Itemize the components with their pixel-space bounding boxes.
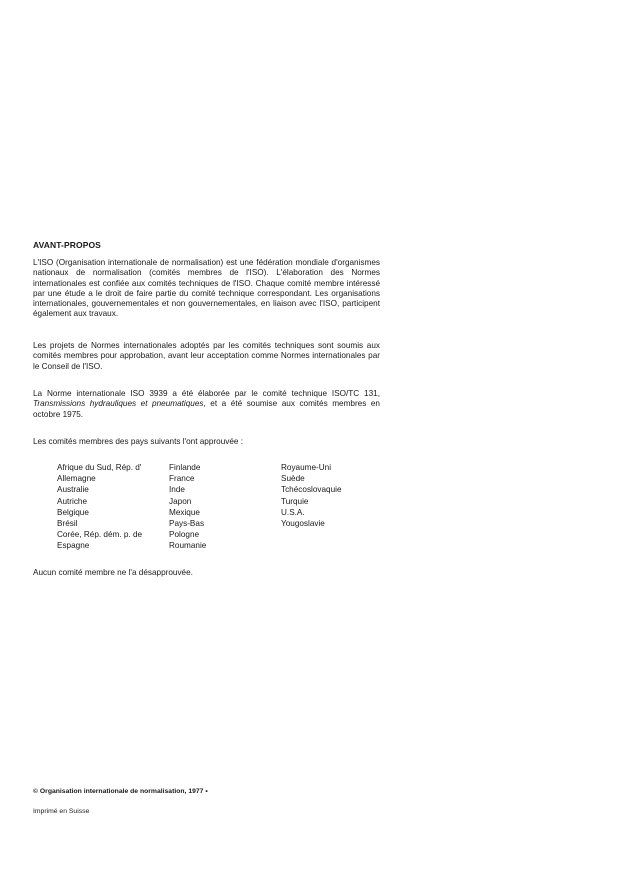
printed-notice: Imprimé en Suisse bbox=[33, 808, 90, 815]
paragraph-standard-italic: Transmissions hydrauliques et pneumatiques bbox=[33, 399, 204, 409]
paragraph-standard-before: La Norme internationale ISO 3939 a été élaborée par le comité technique ISO/TC 131, bbox=[33, 389, 380, 398]
country-item: Afrique du Sud, Rép. d' bbox=[57, 463, 142, 472]
country-column-1 bbox=[57, 462, 142, 552]
country-item: Roumanie bbox=[169, 541, 207, 551]
country-item: Espagne bbox=[57, 541, 90, 551]
country-item: Yougoslavie bbox=[281, 519, 325, 529]
country-item: Brésil bbox=[57, 519, 78, 529]
country-item: Autriche bbox=[57, 496, 88, 506]
country-item: Japon bbox=[169, 496, 192, 506]
paragraph-disapproval: Aucun comité membre ne l'a désapprouvée. bbox=[33, 568, 193, 577]
country-item: Allemagne bbox=[57, 474, 96, 484]
page-title: AVANT-PROPOS bbox=[33, 240, 101, 250]
country-item: Mexique bbox=[169, 507, 200, 517]
country-item: Suède bbox=[281, 474, 305, 484]
country-item: U.S.A. bbox=[281, 507, 305, 517]
country-item: Corée, Rép. dém. p. de bbox=[57, 530, 143, 540]
paragraph-iso-intro: L'ISO (Organisation internationale de normalisation) est une fédération mondiale d'organismes nationaux de normalisation (comités membres de l'ISO). L'élaboration des Normes internationales est confiée aux comités techniques de l'ISO. Chaque comité membre intéressé par une étude a le droit de faire partie du comité technique correspondant. Les organisations internationales, gouvernementales et non gouvernementales, en liaison avec l'ISO, participent également aux travaux. bbox=[33, 258, 380, 319]
country-column-2 bbox=[169, 462, 206, 552]
country-item: Inde bbox=[169, 485, 185, 495]
country-item: Pologne bbox=[169, 530, 200, 540]
country-column-3 bbox=[281, 462, 342, 529]
country-item: Royaume-Uni bbox=[281, 463, 332, 472]
paragraph-standard bbox=[33, 389, 380, 420]
copyright-notice: © Organisation internationale de normalisation, 1977 • bbox=[33, 788, 208, 795]
paragraph-approval: Les comités membres des pays suivants l'ont approuvée : bbox=[33, 437, 243, 446]
country-item: Finlande bbox=[169, 463, 201, 472]
paragraph-projects: Les projets de Normes internationales adoptés par les comités techniques sont soumis aux comités membres pour approbation, avant leur acceptation comme Normes internationales par le Conseil de l'ISO. bbox=[33, 341, 380, 371]
country-item: Pays-Bas bbox=[169, 519, 205, 529]
paragraph-standard-after: , et a été soumise aux comités membres en octobre 1975. bbox=[33, 399, 380, 419]
country-item: France bbox=[169, 474, 195, 484]
country-item: Tchécoslovaquie bbox=[281, 485, 342, 495]
country-item: Belgique bbox=[57, 507, 89, 517]
country-item: Turquie bbox=[281, 496, 309, 506]
country-item: Australie bbox=[57, 485, 89, 495]
